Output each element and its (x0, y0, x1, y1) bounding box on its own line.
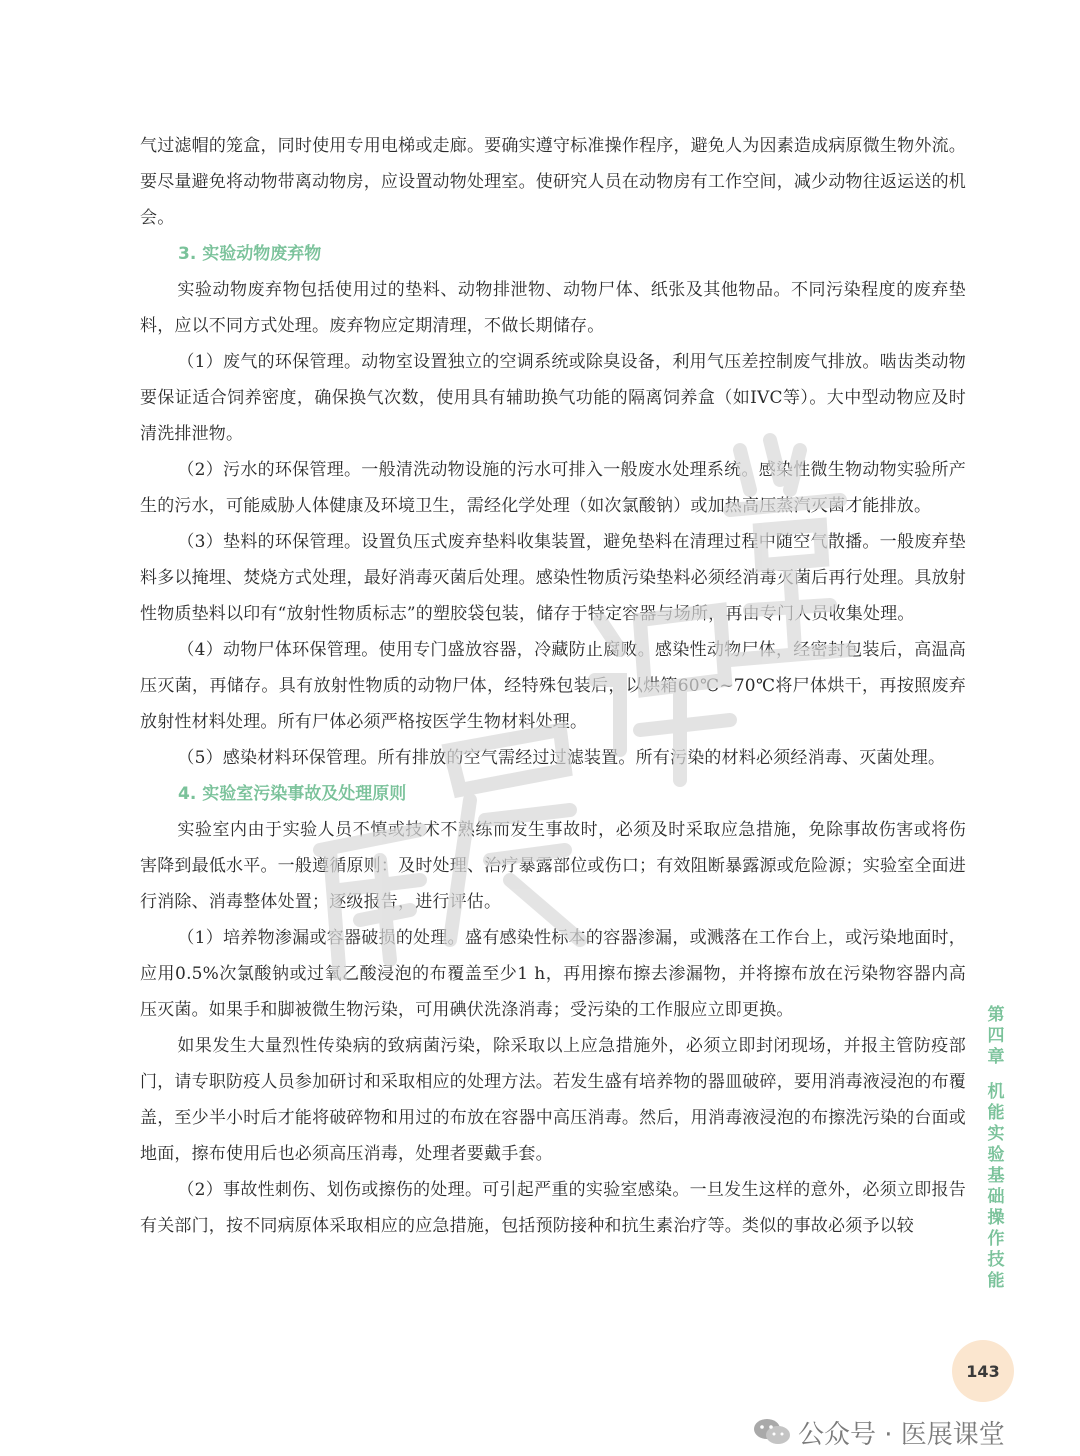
section3-item-5: （5）感染材料环保管理。所有排放的空气需经过过滤装置。所有污染的材料必须经消毒、灭菌处理。 (177, 748, 946, 768)
wechat-icon (752, 1417, 792, 1447)
footer-brand (752, 1412, 1005, 1452)
section4-intro: 实验室内由于实验人员不慎或技术不熟练而发生事故时，必须及时采取应急措施，免除事故伤害或将伤害降到最低水平。一般遵循原则：及时处理、治疗暴露部位或伤口；有效阻断暴露源或危险源；实验室全面进行消除、消毒整体处置；逐级报告，进行评估。 (140, 820, 966, 912)
section4-item-1: （1）培养物渗漏或容器破损的处理。盛有感染性标本的容器渗漏，或溅落在工作台上，或污染地面时，应用0.5%次氯酸钠或过氧乙酸浸泡的布覆盖至少1 h，再用擦布擦去渗漏物，并将擦布放在污染物容器内高压灭菌。如果手和脚被微生物污染，可用碘伏洗涤消毒；受污染的工作服应立即更换。 (140, 928, 966, 1020)
page-number-badge (952, 1340, 1014, 1402)
paragraph-continued: 气过滤帽的笼盒，同时使用专用电梯或走廊。要确实遵守标准操作程序，避免人为因素造成病原微生物外流。要尽量避免将动物带离动物房，应设置动物处理室。使研究人员在动物房有工作空间，减少动物往返运送的机会。 (140, 136, 966, 228)
section3-item-2: （2）污水的环保管理。一般清洗动物设施的污水可排入一般废水处理系统。感染性微生物动物实验所产生的污水，可能威胁人体健康及环境卫生，需经化学处理（如次氯酸钠）或加热高压蒸汽灭菌才能排放。 (140, 460, 966, 516)
footer-brand-text: 公众号 · 医展课堂 (798, 1419, 1005, 1450)
side-tab-title: 机能实验基础操作技能 (987, 1082, 1005, 1291)
section-heading-4: 4. 实验室污染事故及处理原则 (178, 784, 407, 804)
section3-item-1: （1）废气的环保管理。动物室设置独立的空调系统或除臭设备，利用气压差控制废气排放。啮齿类动物要保证适合饲养密度，确保换气次数，使用具有辅助换气功能的隔离饲养盒（如IVC等）。大中型动物应及时清洗排泄物。 (140, 352, 966, 444)
side-tab-chapter: 第四章 (987, 1005, 1005, 1067)
section4-item-1b: 如果发生大量烈性传染病的致病菌污染，除采取以上应急措施外，必须立即封闭现场，并报主管防疫部门，请专职防疫人员参加研讨和采取相应的处理方法。若发生盛有培养物的器皿破碎，要用消毒液浸泡的布覆盖，至少半小时后才能将破碎物和用过的布放在容器中高压消毒。然后，用消毒液浸泡的布擦洗污染的台面或地面，擦布使用后也必须高压消毒，处理者要戴手套。 (140, 1036, 966, 1164)
chapter-side-tab (983, 1005, 1009, 1292)
section3-intro: 实验动物废弃物包括使用过的垫料、动物排泄物、动物尸体、纸张及其他物品。不同污染程度的废弃垫料，应以不同方式处理。废弃物应定期清理，不做长期储存。 (140, 280, 966, 336)
page-content (140, 128, 966, 1244)
section4-item-2: （2）事故性刺伤、划伤或擦伤的处理。可引起严重的实验室感染。一旦发生这样的意外，必须立即报告有关部门，按不同病原体采取相应的应急措施，包括预防接种和抗生素治疗等。类似的事故必须予以较 (140, 1180, 966, 1236)
section3-item-3: （3）垫料的环保管理。设置负压式废弃垫料收集装置，避免垫料在清理过程中随空气散播。一般废弃垫料多以掩埋、焚烧方式处理，最好消毒灭菌后处理。感染性物质污染垫料必须经消毒灭菌后再行处理。具放射性物质垫料以印有“放射性物质标志”的塑胶袋包装，储存于特定容器与场所，再由专门人员收集处理。 (140, 532, 966, 624)
page-number: 143 (966, 1361, 1000, 1381)
section-heading-3: 3. 实验动物废弃物 (178, 244, 322, 264)
section3-item-4: （4）动物尸体环保管理。使用专门盛放容器，冷藏防止腐败。感染性动物尸体，经密封包装后，高温高压灭菌，再储存。具有放射性物质的动物尸体，经特殊包装后，以烘箱60℃~70℃将尸体烘干，再按照废弃放射性材料处理。所有尸体必须严格按医学生物材料处理。 (140, 640, 966, 732)
